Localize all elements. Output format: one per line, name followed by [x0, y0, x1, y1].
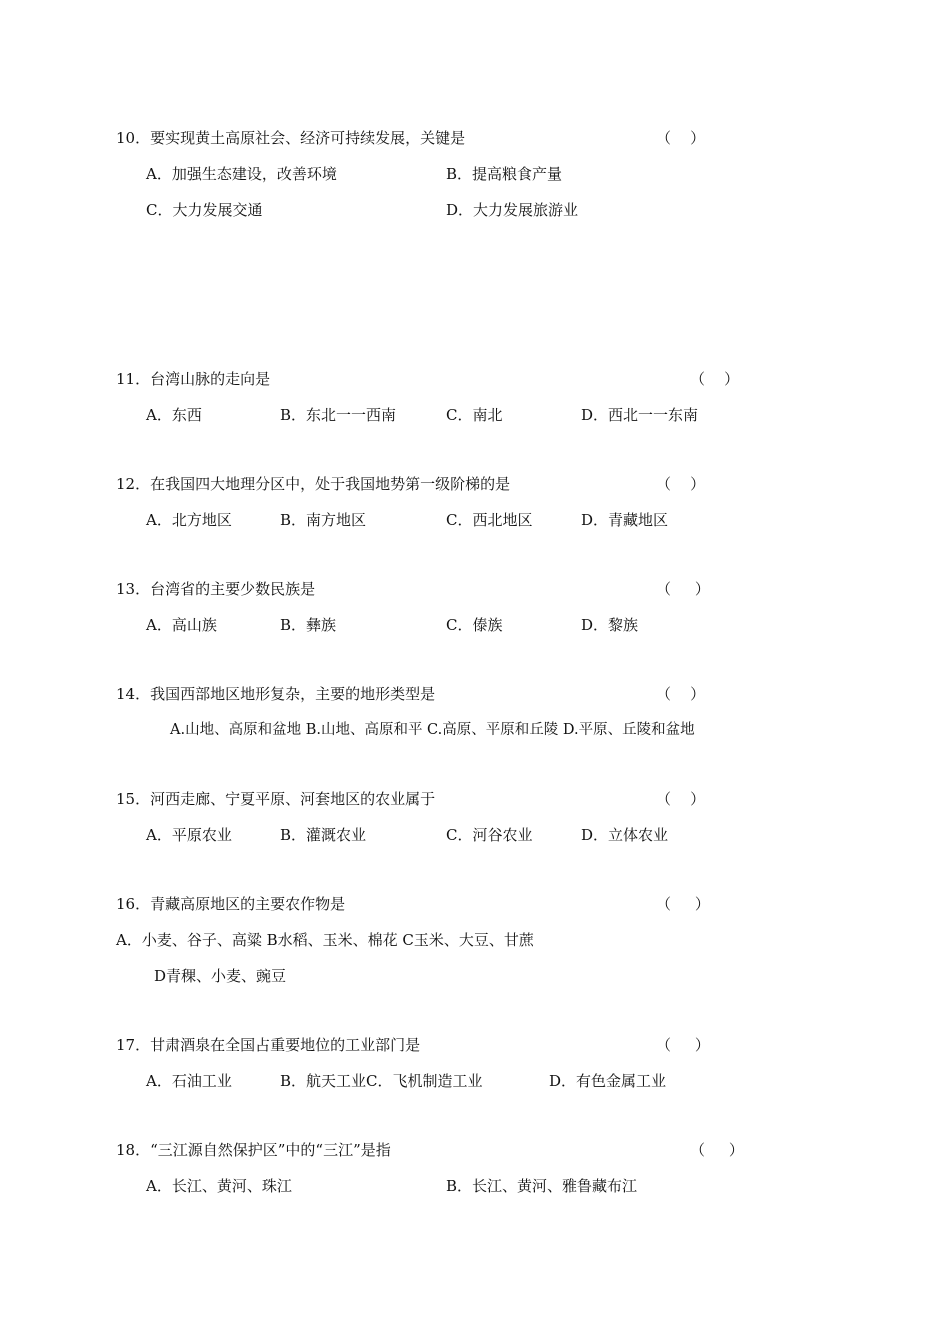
- question-13-answer-blank: （ ）: [656, 580, 710, 598]
- question-12-stem: 12．在我国四大地理分区中，处于我国地势第一级阶梯的是: [116, 475, 511, 493]
- question-18-option-b: B．长江、黄河、雅鲁藏布江: [446, 1177, 638, 1195]
- question-13-option-b: B．彝族: [280, 616, 337, 634]
- question-15-answer-blank: （ ）: [656, 790, 706, 808]
- question-11-answer-blank: （ ）: [690, 370, 740, 388]
- question-16-stem: 16．青藏高原地区的主要农作物是: [116, 895, 346, 913]
- question-15-option-d: D．立体农业: [581, 826, 669, 844]
- question-11-option-d: D．西北一一东南: [581, 406, 699, 424]
- question-12-option-c: C．西北地区: [446, 511, 533, 529]
- question-11-option-a: A．东西: [146, 406, 202, 424]
- question-14-options: A.山地、高原和盆地 B.山地、高原和平 C.高原、平原和丘陵 D.平原、丘陵和盆地: [170, 722, 695, 738]
- question-13-stem: 13．台湾省的主要少数民族是: [116, 580, 316, 598]
- question-13-option-d: D．黎族: [581, 616, 639, 634]
- question-11-stem: 11．台湾山脉的走向是: [116, 370, 271, 388]
- question-10-stem: 10．要实现黄土高原社会、经济可持续发展，关键是: [116, 129, 466, 147]
- question-18-option-a: A．长江、黄河、珠江: [146, 1177, 292, 1195]
- question-18-answer-blank: （ ）: [690, 1141, 744, 1159]
- question-16-options-line-1: A．小麦、谷子、高粱 B水稻、玉米、棉花 C玉米、大豆、甘蔗: [116, 931, 534, 949]
- question-16-options-line-2: D青稞、小麦、豌豆: [154, 967, 287, 985]
- question-15-stem: 15．河西走廊、宁夏平原、河套地区的农业属于: [116, 790, 436, 808]
- question-15-option-b: B．灌溉农业: [280, 826, 367, 844]
- question-15-option-a: A．平原农业: [146, 826, 232, 844]
- question-10-option-d: D．大力发展旅游业: [446, 201, 579, 219]
- question-15-option-c: C．河谷农业: [446, 826, 533, 844]
- question-14-stem: 14．我国西部地区地形复杂，主要的地形类型是: [116, 685, 436, 703]
- question-10-option-b: B．提高粮食产量: [446, 165, 563, 183]
- question-12-answer-blank: （ ）: [656, 475, 706, 493]
- question-13-option-c: C．傣族: [446, 616, 503, 634]
- question-10-option-a: A．加强生态建设，改善环境: [146, 165, 337, 183]
- question-16-answer-blank: （ ）: [656, 895, 710, 913]
- question-17-stem: 17．甘肃酒泉在全国占重要地位的工业部门是: [116, 1036, 421, 1054]
- question-10-answer-blank: （ ）: [656, 129, 706, 147]
- question-13-option-a: A．高山族: [146, 616, 217, 634]
- question-12-option-a: A．北方地区: [146, 511, 232, 529]
- question-11-option-c: C．南北: [446, 406, 503, 424]
- question-17-option-d: D．有色金属工业: [549, 1072, 667, 1090]
- question-12-option-d: D．青藏地区: [581, 511, 669, 529]
- question-17-answer-blank: （ ）: [656, 1036, 710, 1054]
- question-11-option-b: B．东北一一西南: [280, 406, 397, 424]
- question-17-option-b-c: B．航天工业C．飞机制造工业: [280, 1072, 483, 1090]
- question-12-option-b: B．南方地区: [280, 511, 367, 529]
- question-10-option-c: C．大力发展交通: [146, 201, 263, 219]
- question-18-stem: 18．“三江源自然保护区”中的“三江”是指: [116, 1141, 391, 1159]
- question-14-answer-blank: （ ）: [656, 685, 706, 703]
- question-17-option-a: A．石油工业: [146, 1072, 232, 1090]
